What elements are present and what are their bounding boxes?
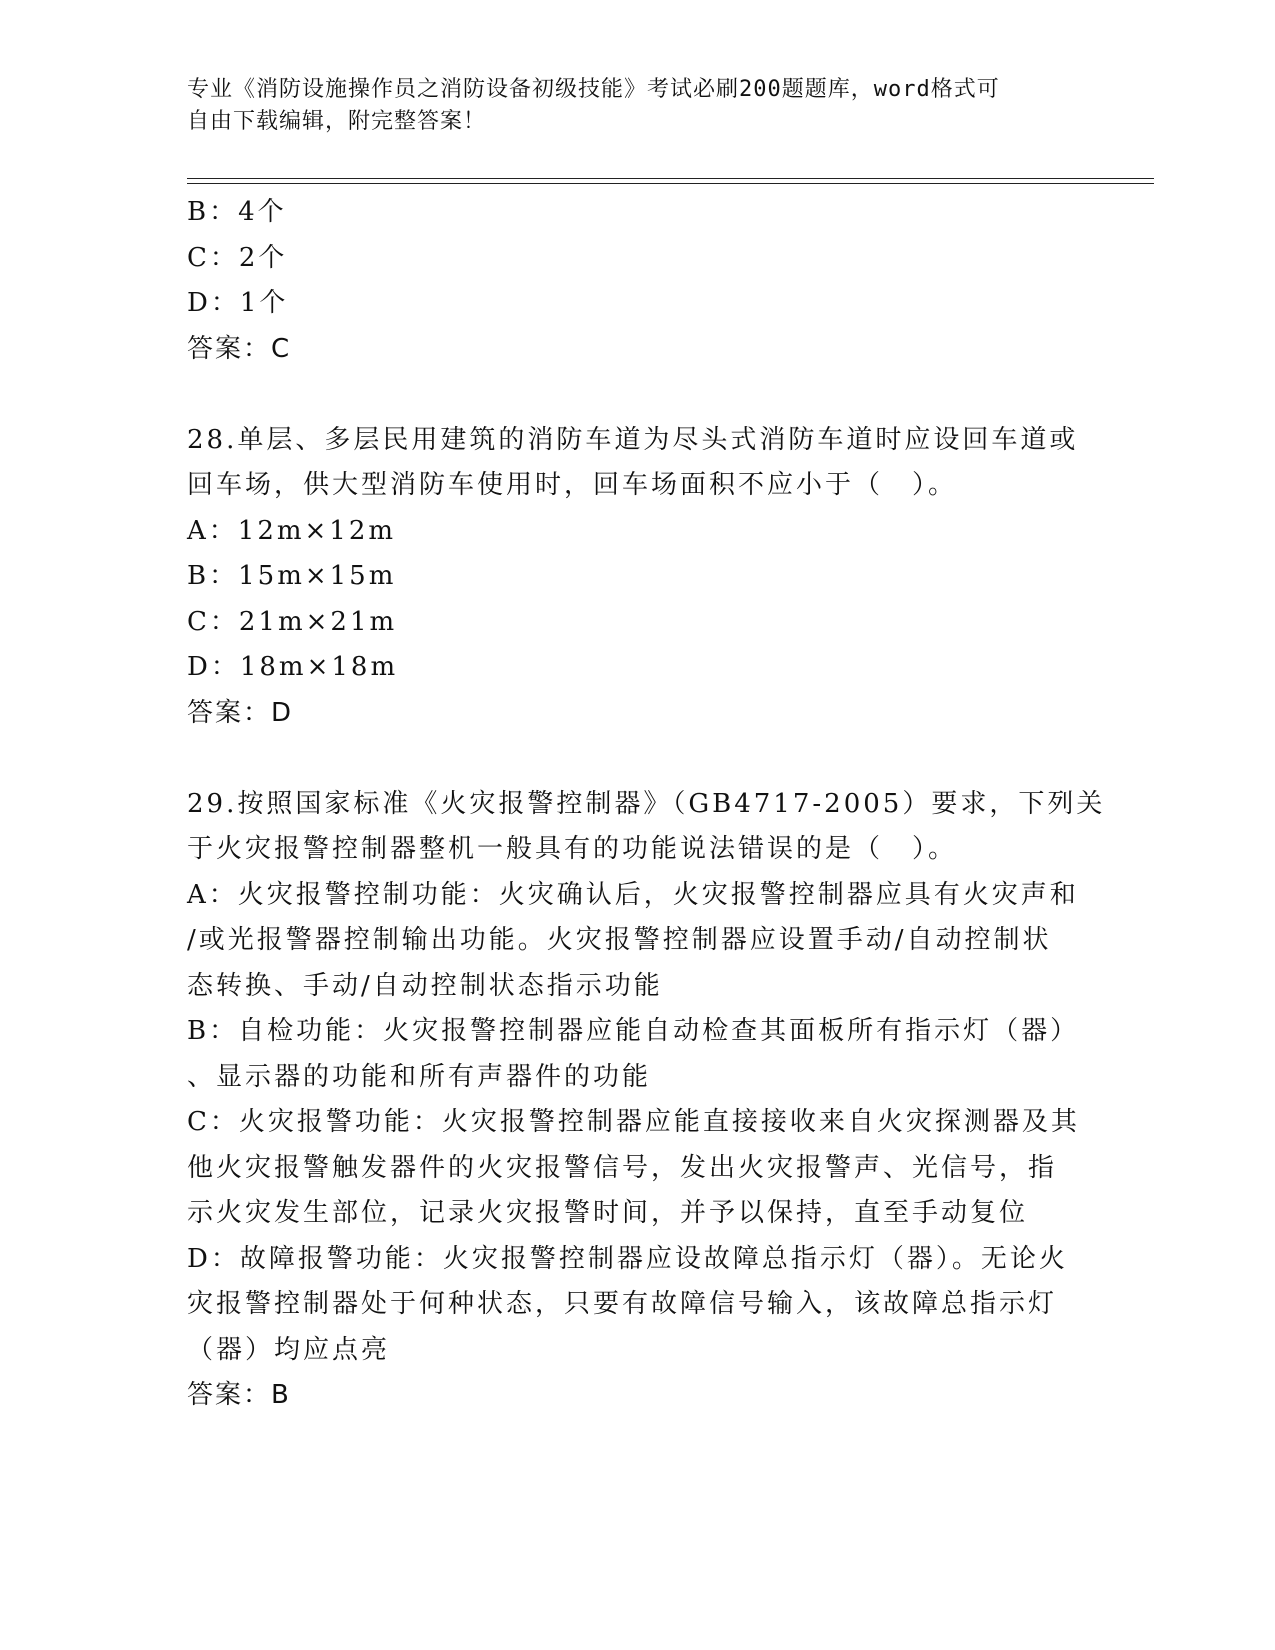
spacer [187,372,1087,418]
q28-stem-line-2: 回车场，供大型消防车使用时，回车场面积不应小于（ ）。 [187,470,958,500]
q29-option-b-line-2: 、显示器的功能和所有声器件的功能 [187,1061,652,1092]
header-rule-bottom [187,183,1154,184]
header-rule-top [187,178,1154,179]
q29-option-c-line-3: 示火灾发生部位，记录火灾报警时间，并予以保持，直至手动复位 [187,1198,1029,1228]
q29-option-d-line-2: 灾报警控制器处于何种状态，只要有故障信号输入，该故障总指示灯 [187,1289,1058,1319]
q27-option-d: D：1个 [187,288,289,318]
q28-answer: 答案：D [187,697,294,728]
q27-option-b: B：4个 [187,197,287,227]
q29-option-c-line-2: 他火灾报警触发器件的火灾报警信号，发出火灾报警声、光信号，指 [187,1152,1058,1183]
q29-option-d-line-1: D：故障报警功能：火灾报警控制器应设故障总指示灯（器）。无论火 [187,1243,1068,1274]
q29-stem-line-1: 29.按照国家标准《火灾报警控制器》（GB4717-2005）要求，下列关 [187,788,1106,819]
page-header [187,74,1067,138]
q29-option-a-line-2: /或光报警器控制输出功能。火灾报警控制器应设置手动/自动控制状 [187,925,1052,955]
q29-option-c-line-1: C：火灾报警功能：火灾报警控制器应能直接接收来自火灾探测器及其 [187,1107,1080,1137]
q27-answer: 答案：C [187,333,292,364]
q29-option-d-line-3: （器）均应点亮 [187,1334,391,1365]
header-line-1: 专业《消防设施操作员之消防设备初级技能》考试必刷200题题库，word格式可 [187,77,1000,102]
header-line-2: 自由下载编辑，附完整答案！ [187,109,487,134]
spacer [187,736,1087,782]
q29-option-a-line-1: A：火灾报警控制功能：火灾确认后，火灾报警控制器应具有火灾声和 [187,879,1079,910]
q28-stem-line-1: 28.单层、多层民用建筑的消防车道为尽头式消防车道时应设回车道或 [187,424,1079,455]
q29-option-a-line-3: 态转换、手动/自动控制状态指示功能 [187,970,663,1001]
q29-stem-line-2: 于火灾报警控制器整机一般具有的功能说法错误的是（ ）。 [187,834,958,864]
q29-option-b-line-1: B：自检功能：火灾报警控制器应能自动检查其面板所有指示灯（器） [187,1016,1080,1046]
q28-option-d: D：18m×18m [187,652,399,682]
q28-option-b: B：15m×15m [187,561,397,591]
q27-option-c: C：2个 [187,242,288,273]
q28-option-a: A：12m×12m [187,515,397,546]
q29-answer: 答案：B [187,1380,291,1410]
document-body [187,190,1106,1419]
q28-option-c: C：21m×21m [187,606,398,637]
